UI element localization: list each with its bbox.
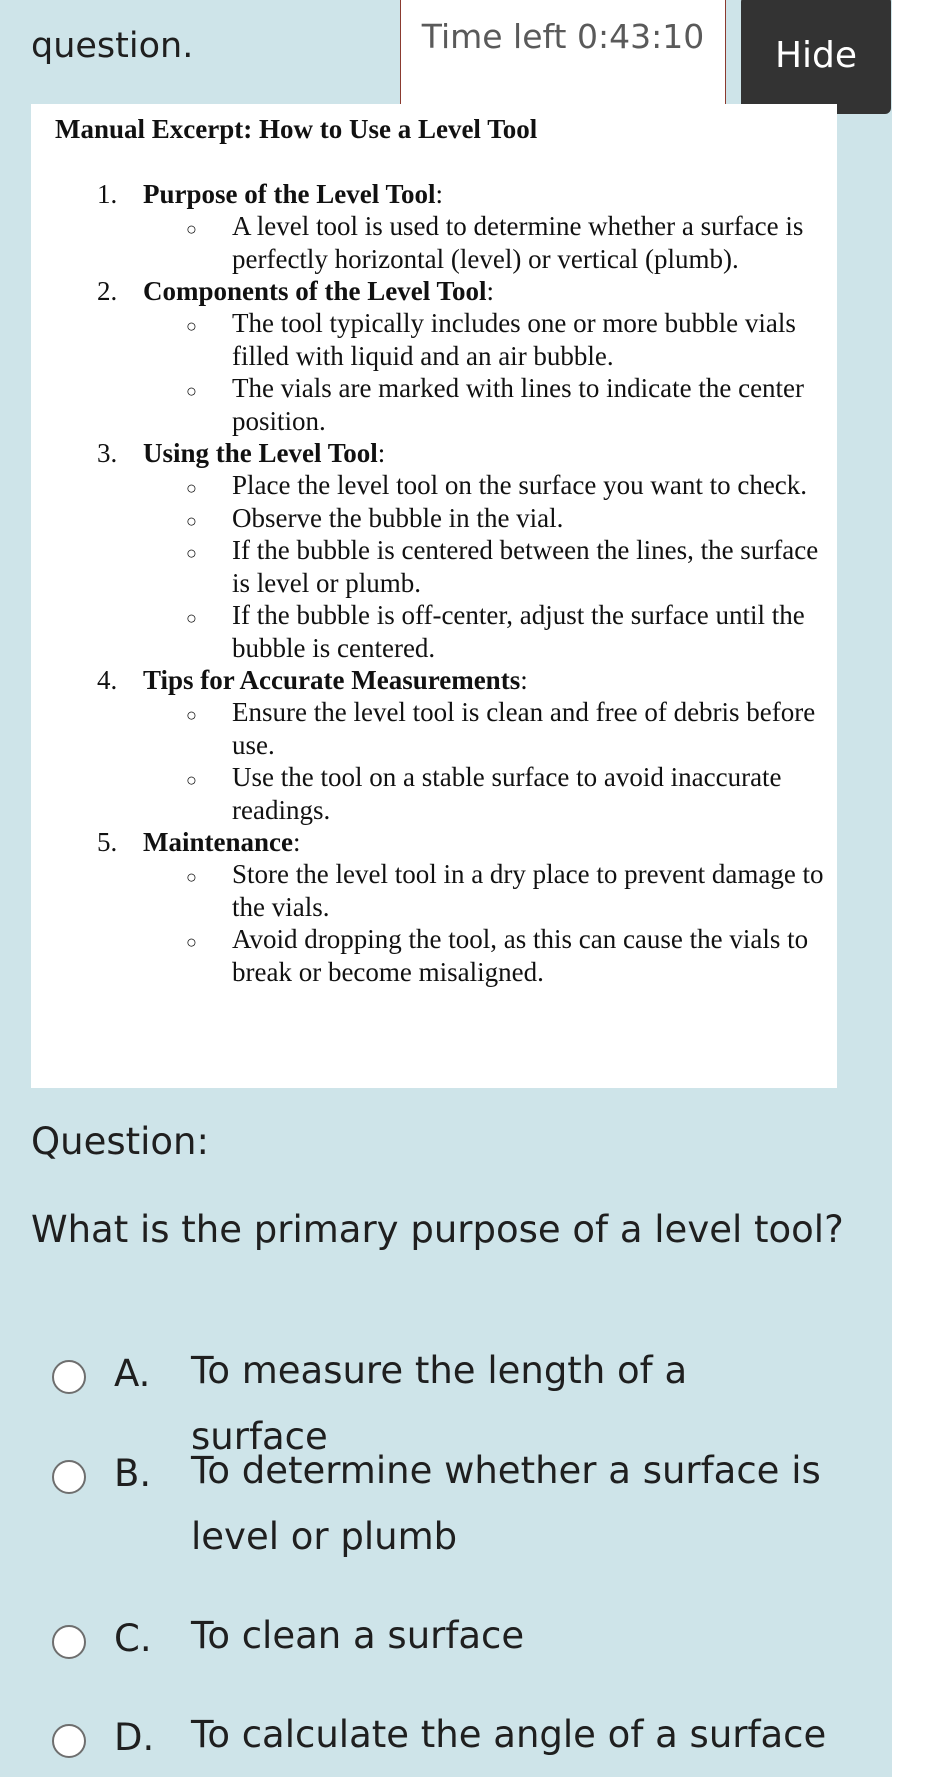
bullet-item [97,696,827,761]
manual-excerpt-image [31,104,837,1088]
hollow-bullet-icon: ○ [186,770,197,790]
question-text: What is the primary purpose of a level tool? [31,1208,844,1251]
section-heading: Purpose of the Level Tool [143,179,436,209]
option-letter: A. [114,1352,151,1395]
section-heading-row: 1. Purpose of the Level Tool: [97,179,444,209]
option-text: To determine whether a surface is level or plumb [191,1449,821,1558]
bullet-item [97,210,827,275]
excerpt-title: Manual Excerpt: How to Use a Level Tool [55,114,538,144]
section-number: 5. [97,827,118,857]
section-heading: Maintenance [143,827,293,857]
excerpt-section [97,664,827,826]
excerpt-section [97,178,827,275]
radio-option-d[interactable] [52,1724,86,1758]
bullet-text: The vials are marked with lines to indicate the center position. [232,373,805,436]
option-letter: C. [114,1617,152,1660]
bullet-text: Store the level tool in a dry place to prevent damage to the vials. [232,859,824,922]
bullet-item [97,858,827,923]
radio-option-b[interactable] [52,1460,86,1494]
bullet-text: A level tool is used to determine whether a surface is perfectly horizontal (level) or vertical (plumb). [232,211,804,274]
bullet-item [97,372,827,437]
section-number: 2. [97,276,118,306]
timer-box: Time left 0:43:10 [400,0,726,114]
question-label: Question: [31,1120,209,1163]
option-letter: B. [114,1452,152,1495]
hollow-bullet-icon: ○ [186,608,197,628]
hide-timer-button[interactable]: Hide [741,0,891,114]
bullet-item [97,307,827,372]
bullet-text: Place the level tool on the surface you want to check. [232,470,808,500]
bullet-item [97,599,827,664]
option-text: To measure the length of a surface [191,1349,688,1458]
option-text: To clean a surface [191,1614,525,1657]
bullet-text: Observe the bubble in the vial. [232,502,564,533]
excerpt-section [97,826,827,988]
section-heading-row: 4. Tips for Accurate Measurements: [97,665,528,695]
excerpt-list [97,178,827,988]
bullet-text: Ensure the level tool is clean and free of debris before use. [232,697,816,760]
excerpt-section [97,437,827,664]
option-text: To calculate the angle of a surface [191,1713,827,1756]
hollow-bullet-icon: ○ [186,219,197,239]
bullet-item [97,469,827,502]
bullet-text: If the bubble is centered between the lines, the surface is level or plumb. [232,535,819,598]
section-heading-row: 2. Components of the Level Tool: [97,276,495,306]
bullet-text: If the bubble is off-center, adjust the surface until the bubble is centered. [232,600,805,663]
section-heading: Tips for Accurate Measurements [143,665,521,695]
hollow-bullet-icon: ○ [186,478,197,498]
section-number: 4. [97,665,118,695]
hollow-bullet-icon: ○ [186,316,197,336]
bullet-item [97,761,827,826]
bullet-item [97,502,827,535]
radio-option-a[interactable] [52,1360,86,1394]
hollow-bullet-icon: ○ [186,867,197,887]
hollow-bullet-icon: ○ [186,932,197,952]
section-number: 1. [97,179,118,209]
hollow-bullet-icon: ○ [186,705,197,725]
hollow-bullet-icon: ○ [186,543,197,563]
bullet-item [97,923,827,988]
radio-option-c[interactable] [52,1625,86,1659]
section-number: 3. [97,438,118,468]
hollow-bullet-icon: ○ [186,510,197,531]
bullet-text: The tool typically includes one or more bubble vials filled with liquid and an air bubble. [232,308,796,371]
excerpt-section [97,275,827,437]
intro-fragment: question. [31,26,194,66]
hollow-bullet-icon: ○ [186,381,197,401]
option-letter: D. [114,1716,155,1759]
section-heading: Using the Level Tool [143,438,378,468]
bullet-text: Use the tool on a stable surface to avoid inaccurate readings. [232,762,782,825]
section-heading: Components of the Level Tool [143,276,487,306]
bullet-text: Avoid dropping the tool, as this can cause the vials to break or become misaligned. [232,924,809,987]
section-heading-row: 3. Using the Level Tool: [97,438,386,468]
section-heading-row: 5. Maintenance: [97,827,301,857]
bullet-item [97,534,827,599]
